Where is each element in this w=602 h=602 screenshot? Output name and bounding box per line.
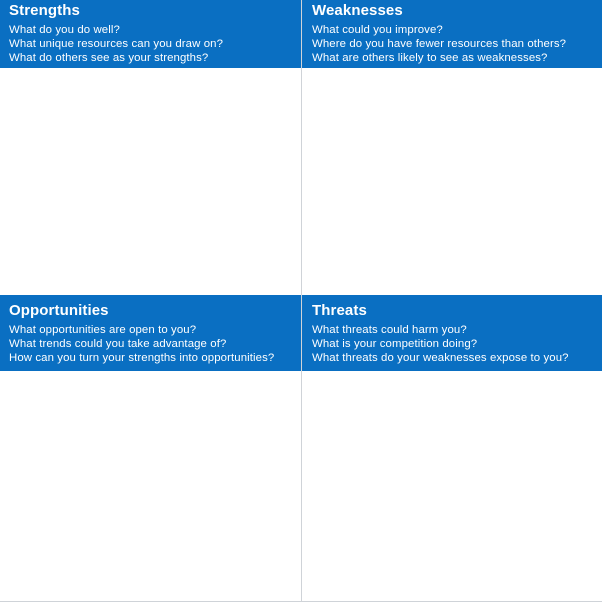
threats-question-1: What threats could harm you? xyxy=(312,324,467,336)
strengths-content-area[interactable] xyxy=(0,68,301,295)
strengths-header xyxy=(0,0,301,68)
opportunities-quadrant xyxy=(0,295,302,602)
strengths-question-3: What do others see as your strengths? xyxy=(9,52,209,64)
threats-content-area[interactable] xyxy=(302,371,602,601)
threats-question-3: What threats do your weaknesses expose to you? xyxy=(312,352,569,364)
weaknesses-header xyxy=(302,0,602,68)
weaknesses-content-area[interactable] xyxy=(302,68,602,295)
weaknesses-question-1: What could you improve? xyxy=(312,24,443,36)
column-divider xyxy=(301,0,302,602)
opportunities-title: Opportunities xyxy=(9,302,109,319)
threats-question-2: What is your competition doing? xyxy=(312,338,478,350)
strengths-quadrant xyxy=(0,0,302,295)
threats-quadrant xyxy=(302,295,602,602)
weaknesses-question-2: Where do you have fewer resources than others? xyxy=(312,38,567,50)
opportunities-question-1: What opportunities are open to you? xyxy=(9,324,197,336)
strengths-question-2: What unique resources can you draw on? xyxy=(9,38,224,50)
opportunities-question-2: What trends could you take advantage of? xyxy=(9,338,227,350)
threats-title: Threats xyxy=(312,302,367,319)
strengths-question-1: What do you do well? xyxy=(9,24,120,36)
weaknesses-title: Weaknesses xyxy=(312,2,403,19)
weaknesses-quadrant xyxy=(302,0,602,295)
opportunities-question-3: How can you turn your strengths into opportunities? xyxy=(9,352,275,364)
opportunities-header xyxy=(0,295,301,371)
opportunities-content-area[interactable] xyxy=(0,371,301,601)
threats-header xyxy=(302,295,602,371)
weaknesses-question-3: What are others likely to see as weaknesses? xyxy=(312,52,548,64)
strengths-title: Strengths xyxy=(9,2,80,19)
